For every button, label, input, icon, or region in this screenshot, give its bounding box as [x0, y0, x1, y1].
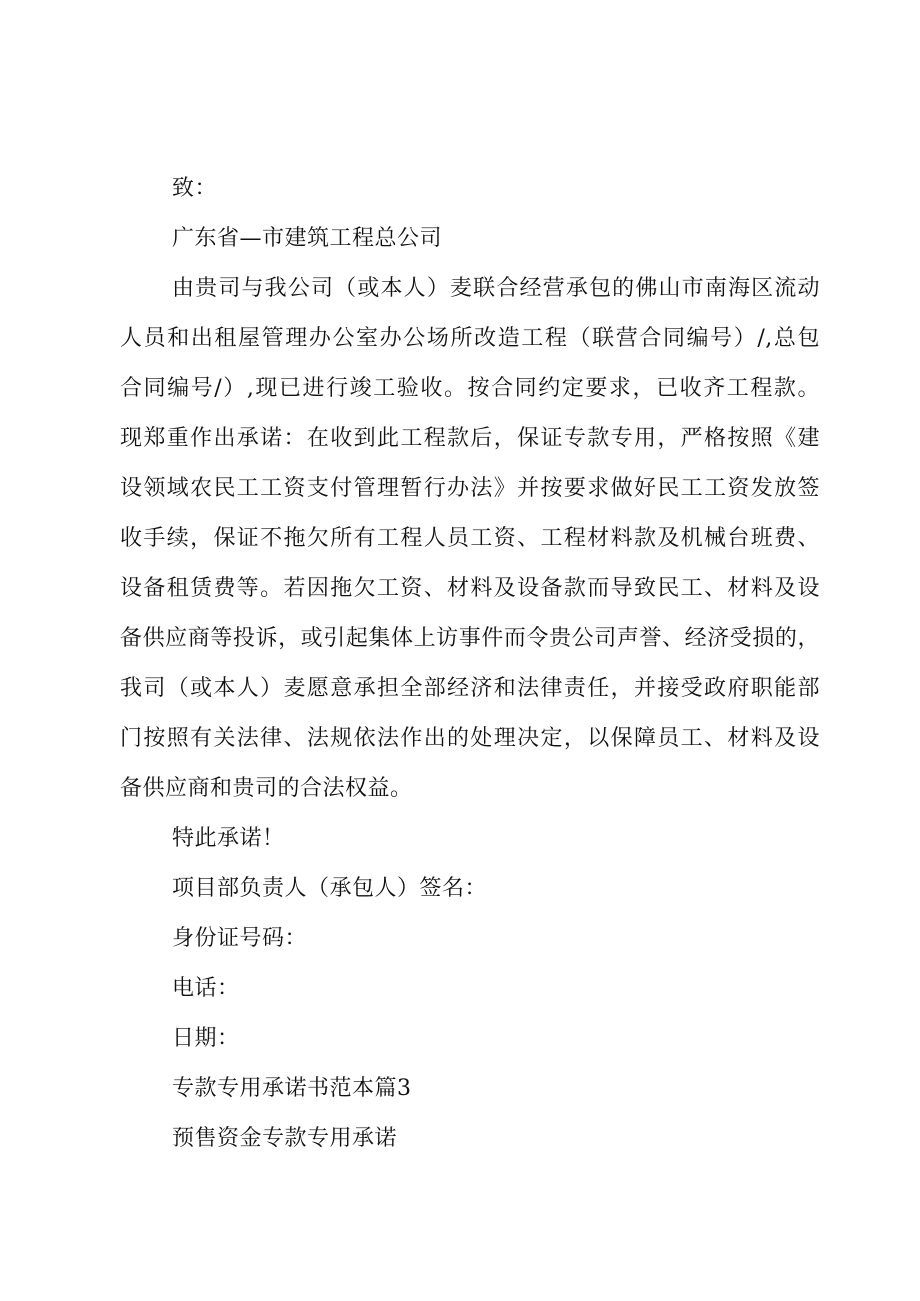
- closing-statement: 特此承诺！: [172, 826, 285, 851]
- signature-field-label: 项目部负责人（承包人）签名：: [172, 876, 488, 901]
- recipient: 广东省—市建筑工程总公司: [172, 226, 443, 251]
- body-line: 由贵司与我公司（或本人）麦联合经营承包的佛山市南海区流动: [172, 276, 820, 301]
- body-line: 我司（或本人）麦愿意承担全部经济和法律责任，并接受政府职能部: [120, 676, 820, 701]
- body-line: 设备租赁费等。若因拖欠工资、材料及设备款而导致民工、材料及设: [120, 576, 820, 601]
- body-line: 门按照有关法律、法规依法作出的处理决定，以保障员工、材料及设: [120, 726, 820, 751]
- body-line: 收手续，保证不拖欠所有工程人员工资、工程材料款及机械台班费、: [120, 526, 820, 551]
- body-line: 合同编号/）,现已进行竣工验收。按合同约定要求，已收齐工程款。: [120, 376, 820, 401]
- body-line: 人员和出租屋管理办公室办公场所改造工程（联营合同编号）/,总包: [120, 326, 820, 351]
- salutation: 致：: [172, 176, 218, 201]
- body-line: 备供应商等投诉，或引起集体上访事件而令贵公司声誉、经济受损的，: [120, 626, 820, 651]
- id-number-field-label: 身份证号码：: [172, 926, 308, 951]
- phone-field-label: 电话：: [172, 976, 240, 1001]
- body-line: 设领域农民工工资支付管理暂行办法》并按要求做好民工工资发放签: [120, 476, 820, 501]
- date-field-label: 日期：: [172, 1026, 240, 1051]
- body-line: 现郑重作出承诺：在收到此工程款后，保证专款专用，严格按照《建: [120, 426, 820, 451]
- body-line: 备供应商和贵司的合法权益。: [120, 776, 413, 801]
- next-document-title: 预售资金专款专用承诺: [172, 1126, 398, 1151]
- section-heading: 专款专用承诺书范本篇3: [172, 1076, 412, 1101]
